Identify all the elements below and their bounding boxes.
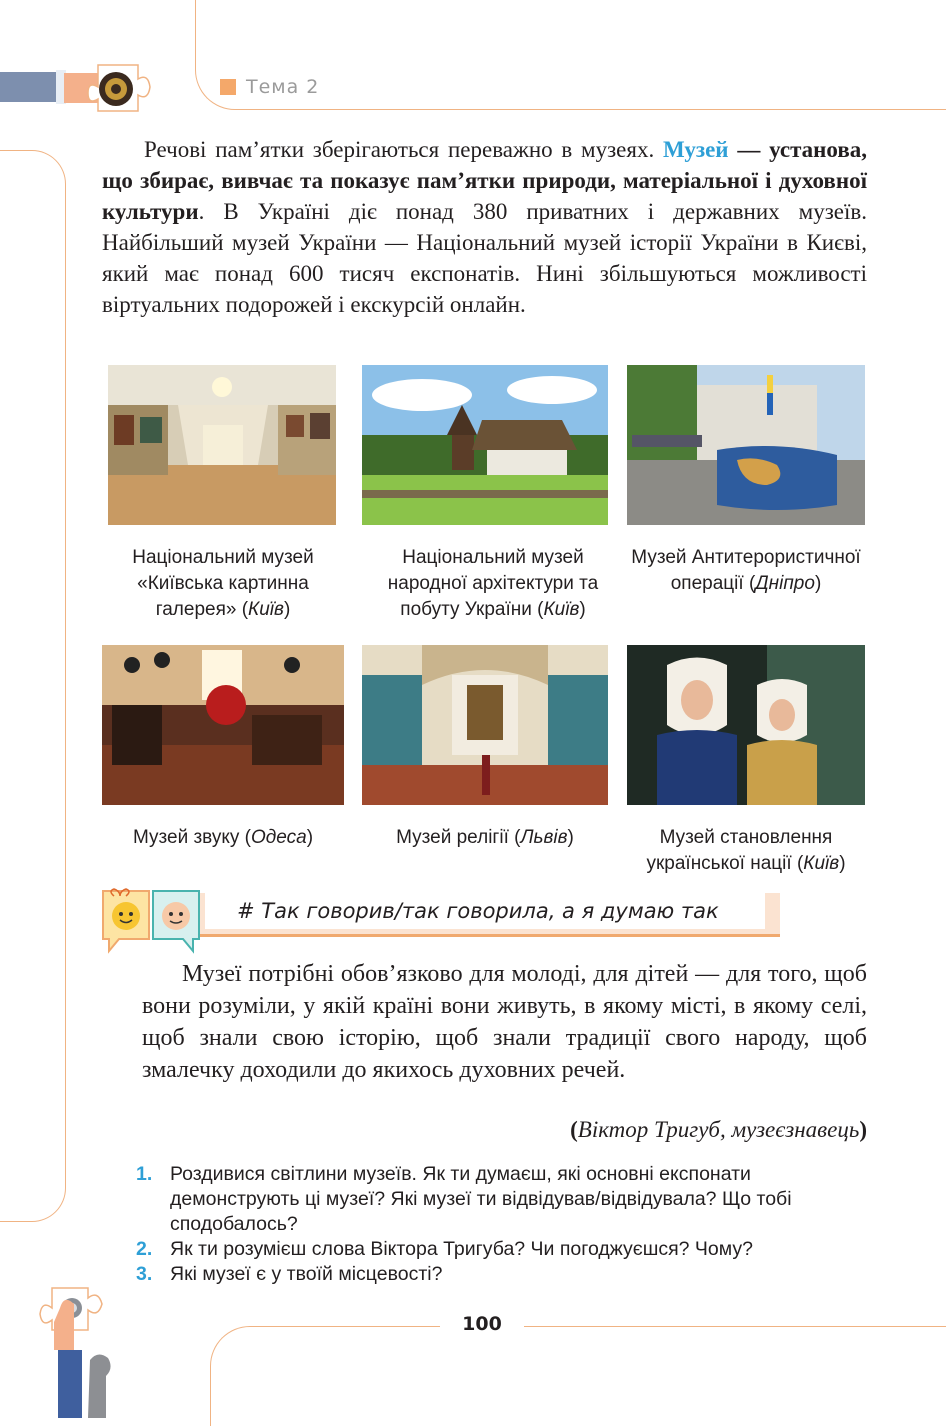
question-item <box>136 1262 866 1287</box>
intro-sentence: Речові пам’ятки зберігаються переважно в музеях. <box>144 137 655 162</box>
question-text: Роздивися світлини музеїв. Як ти думаєш, які основні експонати демонструють ці музеї? Які музеї ти відвідував/відвідувала? Що тобі сподобалось? <box>170 1163 792 1235</box>
question-item <box>136 1237 866 1262</box>
photo-kyiv-picture-gallery <box>108 365 336 525</box>
page-frame-bottom <box>210 1326 946 1426</box>
photo-folk-architecture-museum <box>362 365 608 525</box>
quote-author-name: Віктор Тригуб, музеєзнавець <box>577 1117 860 1142</box>
caption-sound-museum: Музей звуку (Одеса) <box>132 827 314 848</box>
photo-nation-museum <box>627 645 865 805</box>
question-list <box>136 1162 866 1287</box>
kids-faces-icon <box>100 888 204 958</box>
term-museum: Музей <box>662 137 729 162</box>
quote-author: (Віктор Тригуб, музеєзнавець) <box>570 1117 867 1142</box>
photo-religion-museum <box>362 645 608 805</box>
caption-folk-architecture-museum: Національний музей народної архітектури та побуту України (Київ) <box>387 547 599 620</box>
quote-text: Музеї потрібні обов’язково для молоді, для дітей — для того, щоб вони розуміли, у якій країні вони живуть, в якому місті, в якому селі, щоб знали свою історію, щоб знали традиції свого народу, щоб змалечку доходили до якихось духовних речей. <box>142 961 867 1083</box>
caption-religion-museum: Музей релігії (Львів) <box>396 827 574 848</box>
question-text: Як ти розумієш слова Віктора Тригуба? Чи погоджуєшся? Чому? <box>170 1238 753 1260</box>
opinion-title: # Так говорив/так говорила, а я думаю так <box>205 893 765 929</box>
topic-label <box>220 76 319 98</box>
photo-ato-museum <box>627 365 865 525</box>
topic-label-text: Тема 2 <box>246 76 320 98</box>
museum-definition: — установа, що збирає, вивчає та показує пам’ятки природи, матеріальної і духовної культури <box>102 137 867 224</box>
hand-puzzle-icon <box>0 55 160 125</box>
page-number: 100 <box>440 1313 524 1335</box>
question-item <box>136 1162 866 1237</box>
caption-ato-museum: Музей Антитерористичної операції (Дніпро) <box>631 547 861 594</box>
question-text: Які музеї є у твоїй місцевості? <box>170 1263 443 1285</box>
page-frame-left <box>0 150 66 1222</box>
topic-marker-icon <box>220 79 236 95</box>
caption-nation-museum: Музей становлення української нації (Київ) <box>646 827 846 874</box>
question-number: 2. <box>136 1238 153 1260</box>
intro-rest: . В Україні діє понад 380 приватних і державних музеїв. Найбільший музей України — Національний музей історії України в Києві, який має понад 600 тисяч експонатів. Нині збільшуються можливості віртуальних подорожей і екскурсій онлайн. <box>102 199 867 317</box>
intro-paragraph <box>102 134 867 320</box>
question-number: 1. <box>136 1163 153 1185</box>
question-number: 3. <box>136 1263 153 1285</box>
hands-puzzle-icon <box>30 1268 130 1418</box>
photo-sound-museum <box>102 645 344 805</box>
caption-kyiv-picture-gallery: Національний музей «Київська картинна галерея» (Київ) <box>132 547 314 620</box>
quote-paragraph <box>142 958 867 1086</box>
